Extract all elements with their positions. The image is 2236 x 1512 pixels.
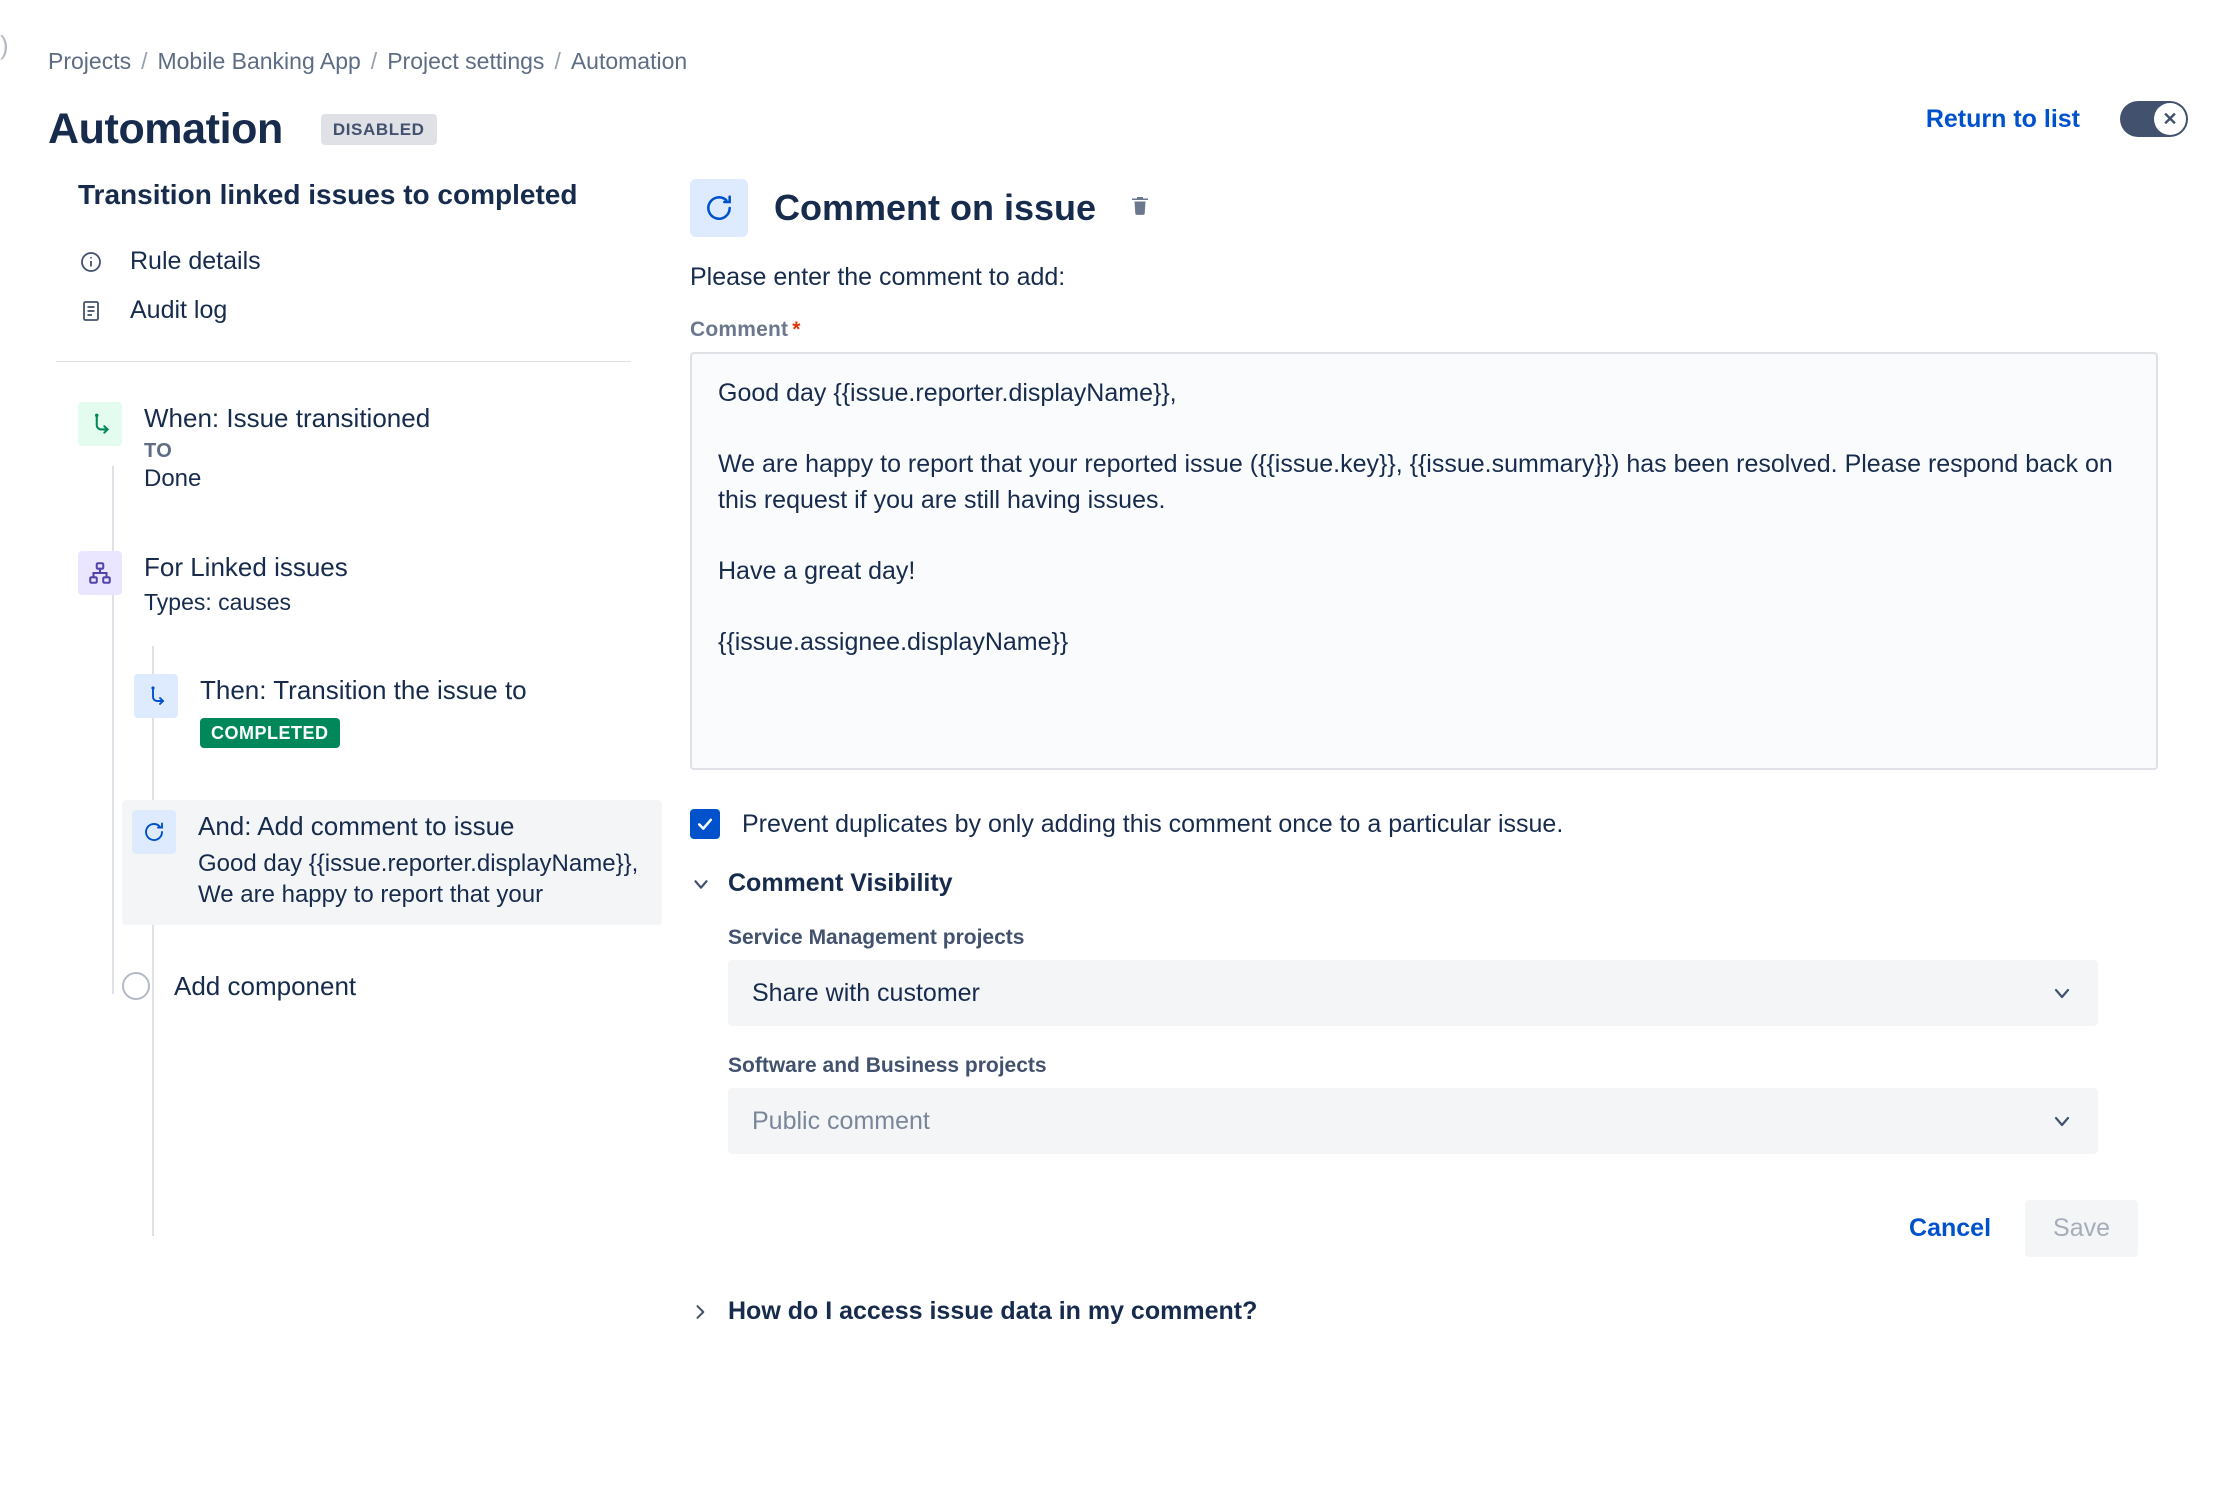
tree-node-then-transition[interactable] bbox=[134, 668, 620, 754]
rule-sidebar bbox=[0, 179, 650, 1326]
tree-node-title: And: Add comment to issue bbox=[198, 810, 515, 841]
page-title: Automation bbox=[48, 104, 283, 153]
prevent-duplicates-label: Prevent duplicates by only adding this comment once to a particular issue. bbox=[742, 809, 1564, 838]
breadcrumb-item-projects[interactable]: Projects bbox=[48, 48, 132, 74]
help-label: How do I access issue data in my comment? bbox=[728, 1297, 1258, 1325]
software-business-value: Public comment bbox=[752, 1106, 930, 1135]
comment-label-text: Comment bbox=[690, 318, 789, 341]
tree-node-meta: Types: causes bbox=[144, 588, 292, 615]
status-badge: DISABLED bbox=[321, 114, 437, 145]
service-management-select[interactable] bbox=[728, 960, 2098, 1026]
info-icon bbox=[78, 249, 104, 275]
sidebar-divider bbox=[56, 361, 631, 362]
form-actions bbox=[690, 1200, 2158, 1257]
breadcrumb-item-automation[interactable]: Automation bbox=[570, 48, 688, 74]
help-expander[interactable] bbox=[690, 1297, 2158, 1326]
tree-node-subvalue: Done bbox=[144, 464, 202, 492]
comment-visibility-title: Comment Visibility bbox=[728, 869, 953, 897]
header-actions bbox=[1926, 101, 2188, 137]
chevron-down-icon bbox=[690, 873, 712, 895]
breadcrumb-separator: / bbox=[141, 48, 148, 74]
chevron-down-icon bbox=[2050, 1109, 2074, 1133]
branch-icon bbox=[78, 551, 122, 595]
breadcrumb-separator: / bbox=[554, 48, 561, 74]
transition-icon bbox=[78, 402, 122, 446]
software-business-select[interactable] bbox=[728, 1088, 2098, 1154]
comment-icon bbox=[132, 810, 176, 854]
tree-node-title: When: Issue transitioned bbox=[144, 403, 431, 433]
toggle-knob: ✕ bbox=[2154, 103, 2186, 135]
prevent-duplicates-row[interactable] bbox=[690, 809, 2158, 839]
chevron-down-icon bbox=[2050, 981, 2074, 1005]
prevent-duplicates-checkbox[interactable] bbox=[690, 809, 720, 839]
sidebar-item-rule-details[interactable] bbox=[78, 237, 620, 286]
save-button[interactable]: Save bbox=[2025, 1200, 2138, 1257]
window-corner-mark: ) bbox=[0, 30, 9, 60]
panel-title: Comment on issue bbox=[774, 187, 1097, 228]
status-lozenge: COMPLETED bbox=[200, 718, 340, 748]
rule-tree bbox=[78, 396, 639, 1002]
tree-node-title: Then: Transition the issue to bbox=[200, 674, 527, 705]
comment-input[interactable] bbox=[690, 352, 2158, 770]
add-component-label: Add component bbox=[174, 970, 357, 1001]
sidebar-item-label: Audit log bbox=[130, 296, 228, 324]
comment-visibility-toggle[interactable] bbox=[690, 869, 2158, 898]
tree-node-description: Good day {{issue.reporter.displayName}}, We are happy to report that your bbox=[198, 849, 639, 909]
software-business-label: Software and Business projects bbox=[728, 1054, 1047, 1077]
tree-node-body bbox=[198, 810, 648, 911]
tree-node-branch[interactable] bbox=[78, 545, 620, 622]
tree-node-add-comment[interactable] bbox=[122, 800, 662, 925]
document-icon bbox=[78, 298, 104, 324]
transition-icon bbox=[134, 674, 178, 718]
comment-icon bbox=[690, 179, 748, 237]
sidebar-item-label: Rule details bbox=[130, 247, 261, 275]
component-detail-panel bbox=[650, 179, 2236, 1326]
add-component-button[interactable] bbox=[122, 971, 620, 1002]
service-management-label: Service Management projects bbox=[728, 926, 1025, 949]
cancel-button[interactable]: Cancel bbox=[1891, 1200, 2009, 1257]
service-management-value: Share with customer bbox=[752, 978, 980, 1007]
breadcrumb-item-project-settings[interactable]: Project settings bbox=[387, 48, 545, 74]
tree-node-body bbox=[144, 402, 430, 493]
tree-node-body bbox=[144, 551, 348, 616]
sidebar-item-audit-log[interactable] bbox=[78, 286, 620, 335]
trash-icon[interactable] bbox=[1128, 194, 1152, 223]
plus-circle-icon bbox=[122, 972, 150, 1000]
chevron-right-icon bbox=[690, 1302, 710, 1322]
tree-node-trigger[interactable] bbox=[78, 396, 620, 499]
rule-enabled-toggle[interactable] bbox=[2120, 101, 2188, 137]
breadcrumb-separator: / bbox=[370, 48, 378, 74]
rule-name: Transition linked issues to completed bbox=[78, 179, 578, 210]
tree-node-title: For Linked issues bbox=[144, 551, 348, 582]
tree-node-sublabel: TO bbox=[144, 439, 173, 462]
panel-header bbox=[690, 179, 2158, 237]
content-area bbox=[0, 161, 2236, 1326]
breadcrumb bbox=[0, 0, 2236, 75]
return-to-list-link[interactable]: Return to list bbox=[1925, 104, 2080, 133]
tree-node-body bbox=[200, 674, 527, 748]
panel-instruction: Please enter the comment to add: bbox=[690, 263, 1066, 291]
breadcrumb-item-project[interactable]: Mobile Banking App bbox=[157, 48, 361, 74]
page-header bbox=[0, 75, 2236, 161]
required-marker: * bbox=[792, 318, 801, 341]
comment-field-label bbox=[690, 318, 2158, 342]
